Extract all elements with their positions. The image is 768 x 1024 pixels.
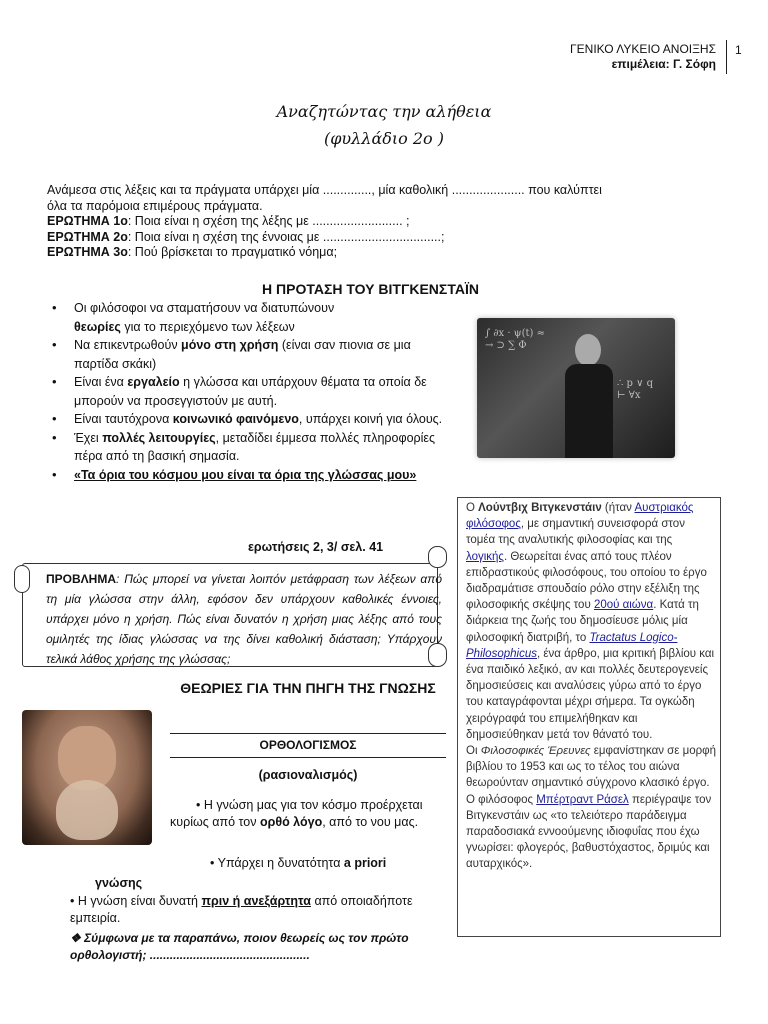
link-tractatus[interactable]: Tractatus Logico-Philosophicus <box>466 631 678 660</box>
philosopher-bust-photo <box>22 710 152 845</box>
bullet-text: Να επικεντρωθούν <box>74 338 182 352</box>
intro-line-1: Ανάμεσα στις λέξεις και τα πράγματα υπάρχει μία .............., μία καθολική ..................... που καλύπτει <box>47 183 602 197</box>
question-3-label: ΕΡΩΤΗΜΑ 3ο <box>47 245 128 259</box>
link-austrian[interactable]: Αυστριακός <box>634 502 694 514</box>
bullet-text: Οι φιλόσοφοι να σταματήσουν να διατυπώνουν <box>74 301 335 315</box>
link-russell[interactable]: Μπέρτραντ Ράσελ <box>536 793 629 806</box>
chalkboard-scribble: ∴ p ∨ q ⊢ ∀x <box>617 378 654 401</box>
bio-text: εμφανίστηκαν σε μορφή βιβλίου το 1953 και ως το τέλος του αιώνα θεωρούνταν σημαντικό σύγχρονο κλασικό έργο. Ο φιλόσοφος <box>466 745 717 806</box>
wittgenstein-bullets <box>48 299 458 484</box>
rationalism-point-2: • Υπάρχει η δυνατότητα a priori <box>210 856 387 870</box>
bio-text: περιέγραψε τον Βιτγκενστάιν ως «το τελειότερο παράδειγμα παραδοσιακά εννοούμενης ιδιοφυΐας που έχω γνωρίσει: φλογερός, βαθυστόχαστος, δριμύς και αυταρχικός». <box>466 793 712 871</box>
question-3-text: : Πού βρίσκεται το πραγματικό νόημα; <box>127 245 338 259</box>
bullet-emphasis: κοινωνικό φαινόμενο <box>172 412 299 426</box>
bio-text: . Κατά τη διάρκεια της ζωής του δημοσίευσε μόλις μία φιλοσοφική διατριβή, το <box>466 599 699 644</box>
problem-text <box>46 569 442 669</box>
list-item <box>48 299 458 336</box>
bio-text: Οι <box>466 745 481 758</box>
rationalism-point-3: • Η γνώση είναι δυνατή πριν ή ανεξάρτητα από οποιαδήποτε εμπειρία. <box>70 894 413 925</box>
divider <box>170 733 446 734</box>
question-1 <box>47 214 727 230</box>
biography-text <box>466 500 716 873</box>
link-philosopher[interactable]: φιλόσοφος <box>466 518 521 531</box>
question-2-label: ΕΡΩΤΗΜΑ 2ο <box>47 229 128 244</box>
intro-line-2: όλα τα παρόμοια επιμέρους πράγματα. <box>47 198 263 213</box>
problem-body: : Πώς μπορεί να γίνεται λοιπόν μετάφραση των λέξεων από τη μία γλώσσα στην άλλη, εφόσον δεν υπάρχουν καθολικές έννοιες, υπάρχει μόνο η χρήση. Πώς είναι δυνατόν η χρήση μιας λέξης από τους ομιλητές της ίδιας γλώσσας να της δίνει καθολική διάσταση; Υπάρχουν τελικά λάθος χρήσης της γλώσσας; <box>46 572 442 666</box>
point-text: Υπάρχει η δυνατότητα <box>217 856 344 870</box>
link-logic[interactable]: λογικής <box>466 550 504 563</box>
header-divider <box>726 40 727 74</box>
point-text: από οποιαδήποτε εμπειρία. <box>70 894 413 925</box>
questions-reference: ερωτήσεις 2, 3/ σελ. 41 <box>248 540 384 554</box>
bullet-emphasis: εργαλείο <box>127 375 180 389</box>
bio-text: , ένα άρθρο, μια κριτική βιβλίου και ένα παιδικό λεξικό, αν και πολλές δευτερογενείς δημοσιεύσεις και αναλύσεις γύρω από το έργο του καταγράφονται μέχρι σήμερα. Τα ογκώδη χειρόγραφά του επιμελήθηκαν και δημοσιεύθηκαν μετά τον θάνατό του. <box>466 647 715 741</box>
rationalism-point-2-cont: γνώσης <box>95 876 143 890</box>
point-text: , από το νου μας. <box>322 815 419 829</box>
wittgenstein-heading: Η ΠΡΟΤΑΣΗ ΤΟΥ ΒΙΤΓΚΕΝΣΤΑΪΝ <box>262 281 479 297</box>
question-text: Σύμφωνα με τα παραπάνω, ποιον θεωρείς ως τον πρώτο ορθολογιστή; ................................................ <box>70 931 409 962</box>
rationalism-heading: ΟΡΘΟΛΟΓΙΣΜΟΣ <box>259 738 357 752</box>
scroll-curl <box>14 565 30 593</box>
title-line-2: (φυλλάδιο 2ο ) <box>323 129 445 148</box>
intro-section <box>47 183 727 261</box>
list-item <box>48 410 458 429</box>
question-2-text: : Ποια είναι η σχέση της έννοιας με ..................................; <box>127 229 445 244</box>
bust-beard <box>56 780 118 840</box>
page-number: 1 <box>735 43 742 57</box>
divider <box>170 757 446 758</box>
bio-text: (ήταν <box>601 502 635 514</box>
bullet-text: , μεταδίδει έμμεσα πολλές πληροφορίες πέρα από τη βασική σημασία. <box>74 430 436 463</box>
page-header <box>570 42 716 72</box>
point-emphasis: πριν ή ανεξάρτητα <box>201 894 311 908</box>
bullet-text: Είναι ταυτόχρονα <box>74 412 173 426</box>
bio-text: . Θεωρείται ένας από τους πλέον επιδραστικούς φιλοσόφους, του οποίου το έργο διαδραμάτισε σπουδαίο ρόλο στην εξέλιξη της φιλοσοφικής σκέψης του <box>466 550 707 612</box>
rationalism-question: ❖ Σύμφωνα με τα παραπάνω, ποιον θεωρείς ως τον πρώτο ορθολογιστή; ................................................ <box>70 931 409 962</box>
wittgenstein-quote: «Τα όρια του κόσμου μου είναι τα όρια της γλώσσας μου» <box>74 467 417 482</box>
bullet-text: , υπάρχει κοινή για όλους. <box>298 412 443 426</box>
wittgenstein-photo <box>477 318 675 458</box>
school-name: ΓΕΝΙΚΟ ΛΥΚΕΙΟ ΑΝΟΙΞΗΣ <box>570 42 716 56</box>
document-title <box>0 98 768 152</box>
bio-book-title: Φιλοσοφικές Έρευνες <box>480 745 591 758</box>
list-item <box>48 373 458 410</box>
bullet-emphasis: θεωρίες <box>74 319 121 334</box>
question-2 <box>47 230 727 246</box>
bullet-text: η γλώσσα και υπάρχουν θέματα τα οποία δε μπορούν να προσεγγιστούν με αυτή. <box>74 375 427 408</box>
rationalism-point-1: • Η γνώση μας για τον κόσμο προέρχεται κυρίως από τον ορθό λόγο, από το νου μας. <box>170 798 423 829</box>
link-20th-century[interactable]: 20ού αιώνα <box>593 599 654 612</box>
bullet-text: Είναι ένα <box>74 375 128 389</box>
bullet-text: για το περιεχόμενο των λέξεων <box>120 319 295 334</box>
bio-text: , με σημαντική συνεισφορά στον τομέα της αναλυτικής φιλοσοφίας και της <box>466 518 685 547</box>
scroll-curl <box>428 546 447 568</box>
theories-heading: ΘΕΩΡΙΕΣ ΓΙΑ ΤΗΝ ΠΗΓΗ ΤΗΣ ΓΝΩΣΗΣ <box>180 680 436 696</box>
point-emphasis: a priori <box>343 856 387 870</box>
point-text: Η γνώση είναι δυνατή <box>77 894 202 908</box>
list-item <box>48 466 458 485</box>
chalkboard-scribble: ∫ ∂x · ψ(t) ≈ → ⊃ ∑ Φ <box>485 328 545 351</box>
bullet-emphasis: πολλές λειτουργίες <box>102 430 216 445</box>
problem-label: ΠΡΟΒΛΗΜΑ <box>46 572 117 586</box>
question-1-text: : Ποια είναι η σχέση της λέξης με .......................... ; <box>127 214 410 228</box>
point-text: Η γνώση μας για τον κόσμο προέρχεται κυρίως από τον <box>170 798 423 829</box>
bio-text: Ο <box>466 502 479 514</box>
title-line-1: Αναζητώντας την αλήθεια <box>276 102 492 121</box>
list-item <box>48 429 458 466</box>
question-3 <box>47 245 727 261</box>
point-emphasis: ορθό λόγο <box>259 815 323 829</box>
bullet-emphasis: μόνο στη χρήση <box>181 338 279 352</box>
list-item <box>48 336 458 373</box>
rationalism-subheading: (ρασιοναλισμός) <box>258 768 358 782</box>
bullet-text: Έχει <box>74 430 103 445</box>
question-1-label: ΕΡΩΤΗΜΑ 1ο <box>47 214 128 228</box>
bullet-text: (είναι σαν πιονια σε μια παρτίδα σκάκι) <box>74 338 411 371</box>
bio-name: Λούντβιχ Βιτγκενστάιν <box>478 502 602 514</box>
portrait-figure <box>565 334 613 458</box>
editor-credit: επιμέλεια: Γ. Σόφη <box>611 57 716 71</box>
